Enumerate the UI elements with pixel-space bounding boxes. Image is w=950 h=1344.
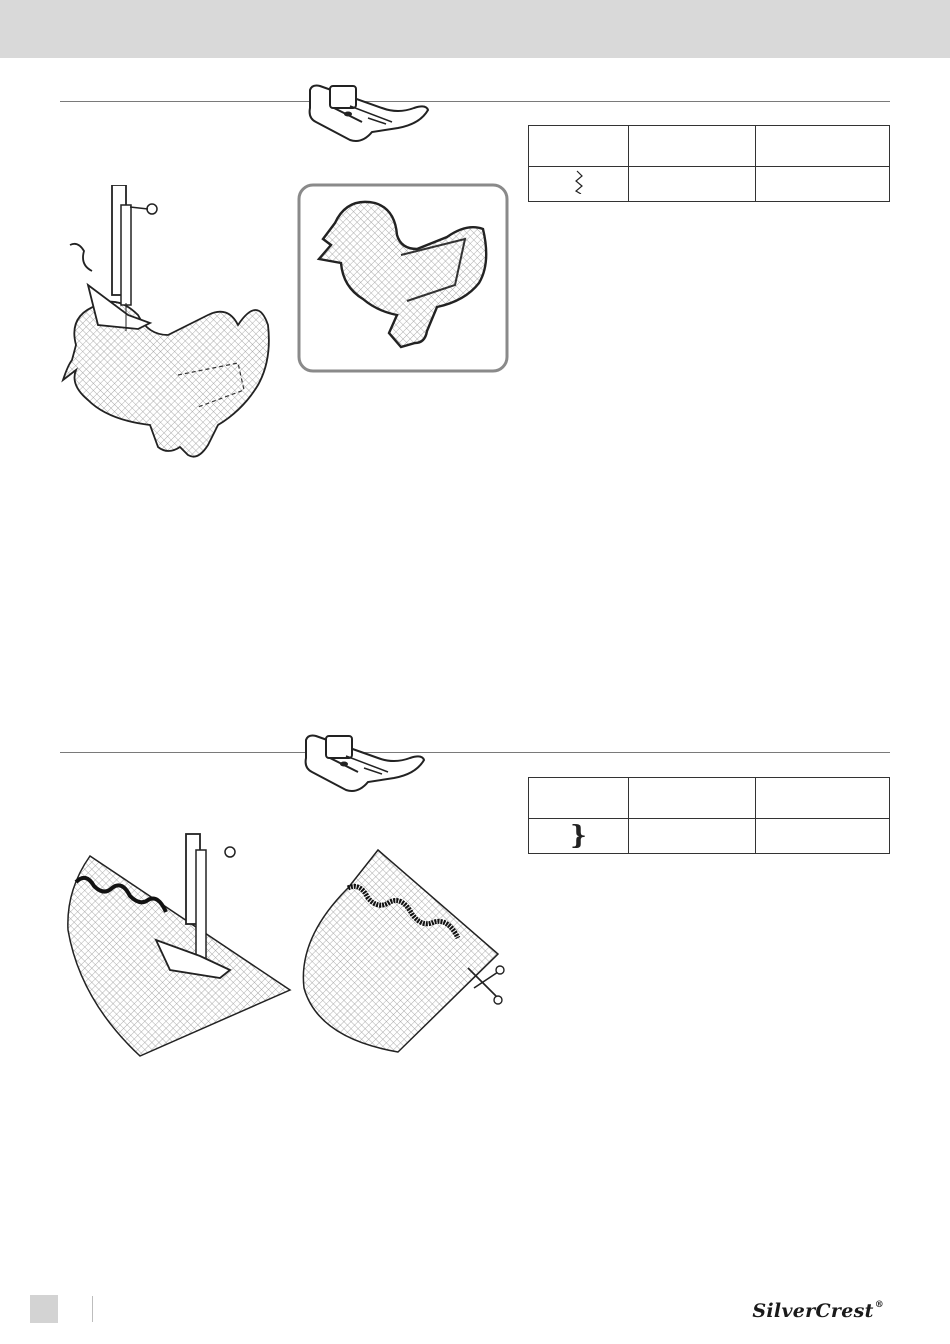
table-header-cell bbox=[629, 126, 756, 167]
table-header-cell bbox=[756, 778, 890, 819]
sewing-duck-illustration bbox=[58, 185, 288, 470]
scallop-stitch-symbol: } bbox=[570, 821, 587, 851]
table-value-cell bbox=[756, 167, 890, 202]
table-value-cell bbox=[629, 167, 756, 202]
presser-foot-icon bbox=[298, 728, 428, 798]
section1-divider bbox=[60, 101, 890, 102]
stitch-settings-table-1 bbox=[528, 125, 890, 202]
table-header-cell bbox=[529, 778, 629, 819]
scallop-trimmed-illustration bbox=[298, 848, 510, 1058]
page-number-box bbox=[30, 1295, 58, 1323]
footer-divider bbox=[92, 1296, 93, 1322]
table-value-cell bbox=[629, 819, 756, 854]
section2-divider bbox=[60, 752, 890, 753]
table-header-cell bbox=[756, 126, 890, 167]
registered-mark: ® bbox=[874, 1300, 884, 1310]
header-band bbox=[0, 0, 950, 58]
appliqued-chick-illustration bbox=[297, 183, 509, 373]
presser-foot-icon bbox=[302, 78, 432, 148]
brand-logo bbox=[752, 1300, 884, 1322]
table-header-cell bbox=[529, 126, 629, 167]
brand-name: SilverCrest bbox=[752, 1300, 874, 1322]
zigzag-stitch-icon bbox=[529, 167, 629, 202]
table-header-cell bbox=[629, 778, 756, 819]
stitch-settings-table-2 bbox=[528, 777, 890, 854]
table-value-cell bbox=[756, 819, 890, 854]
scallop-sewing-illustration bbox=[60, 830, 300, 1060]
scallop-stitch-icon bbox=[529, 819, 629, 854]
